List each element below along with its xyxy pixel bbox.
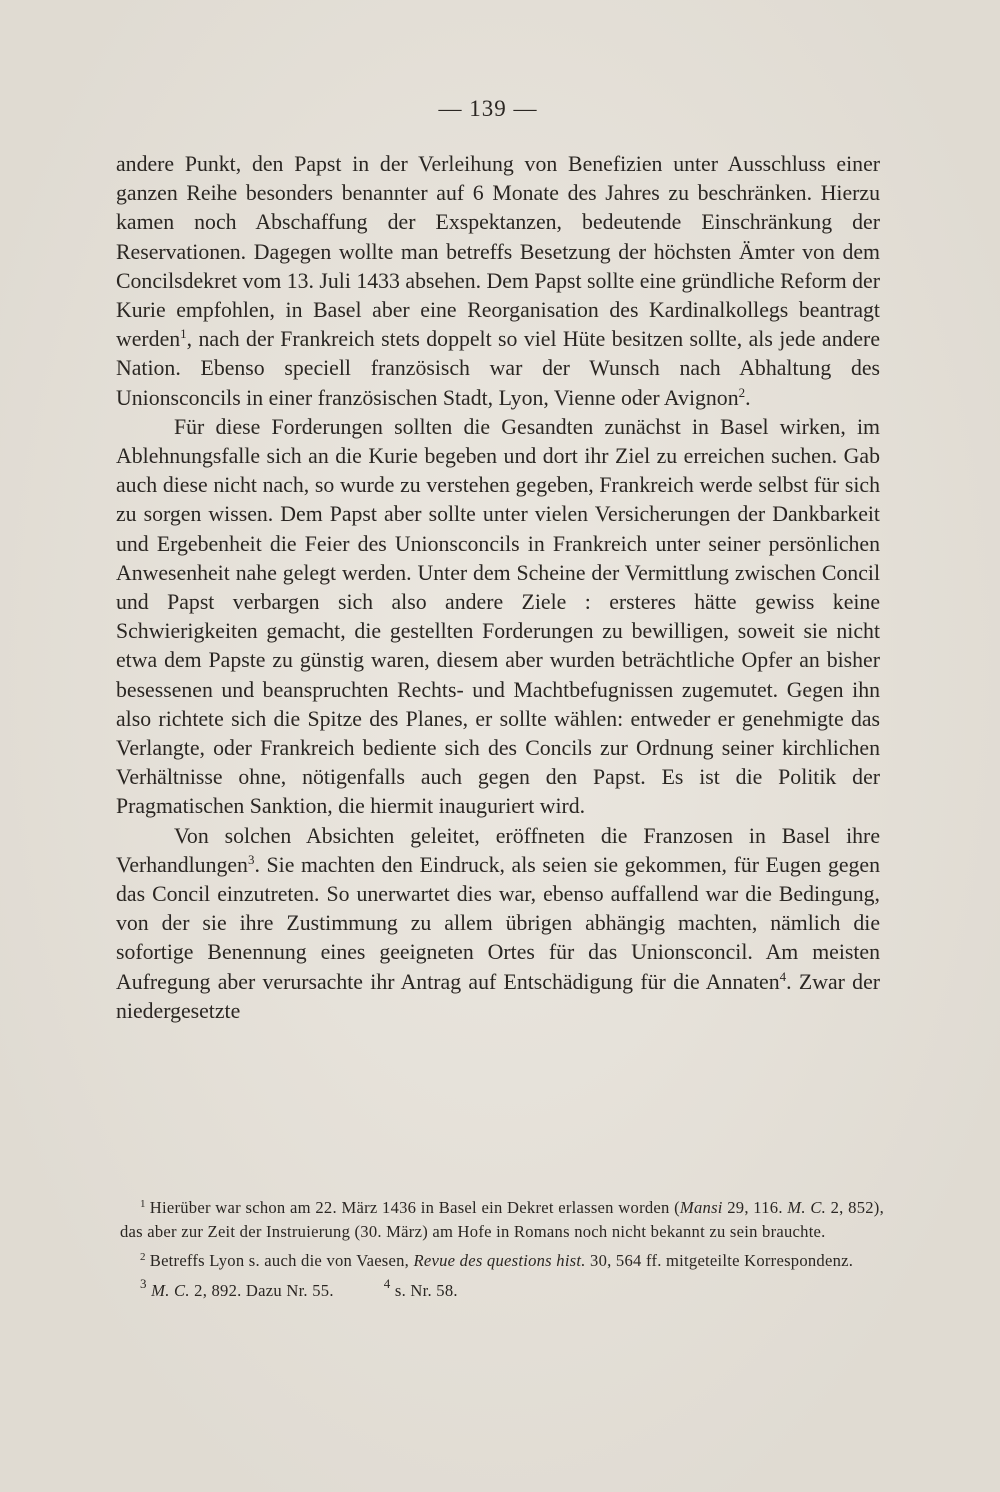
footnote-ref-4[interactable]: 4: [779, 968, 787, 984]
footnote-2: [120, 1249, 884, 1273]
page-number: — 139 —: [438, 96, 538, 121]
footnote-ref-3[interactable]: 3: [247, 851, 255, 867]
footnote-1-text-b: 29, 116.: [722, 1198, 788, 1217]
footnote-2-mark: 2: [140, 1251, 146, 1263]
footnote-1-italic-a: Mansi: [679, 1198, 723, 1217]
footnote-3-mark: 3: [140, 1275, 147, 1291]
paragraph-3-text-c: . Zwar der niedergesetzte: [116, 969, 880, 1023]
footnote-row-3-4: [120, 1275, 884, 1303]
footnote-3: [140, 1275, 334, 1300]
footnote-4: [383, 1275, 458, 1300]
footnote-2-text-b: 30, 564 ff. mitgeteilte Korrespondenz.: [585, 1251, 854, 1270]
footnote-1-mark: 1: [140, 1198, 146, 1210]
paragraph-1-text-b: , nach der Frankreich stets doppelt so viel Hüte besitzen sollte, als jede andere Nation. Ebenso speciell französisch war der Wunsch nach Abhaltung des Unionsconcils in einer französischen Stadt, Lyon, Vienne oder Avignon: [116, 327, 880, 410]
paragraph-1: [116, 150, 880, 413]
footnotes: [120, 1196, 884, 1302]
footnote-ref-1[interactable]: 1: [180, 326, 187, 342]
footnote-2-text-a: Betreffs Lyon s. auch die von Vaesen,: [149, 1251, 414, 1270]
footnote-3-italic-a: M. C.: [151, 1280, 190, 1300]
footnote-ref-2[interactable]: 2: [738, 384, 746, 400]
paragraph-3: [116, 822, 880, 1026]
footnote-4-text-a: s. Nr. 58.: [394, 1280, 458, 1300]
paragraph-2: Für diese Forderungen sollten die Gesandten zunächst in Basel wirken, im Ablehnungsfalle sich an die Kurie begeben und dort ihr Ziel zu erreichen suchen. Gab auch diese nicht nach, so wurde zu verstehen gegeben, Frankreich werde selbst für sich zu sorgen wissen. Dem Papst aber sollte unter vielen Versicherungen der Dankbarkeit und Ergebenheit die Feier des Unionsconcils in Frankreich unter seiner persönlichen Anwesenheit nahe gelegt werden. Unter dem Scheine der Vermittlung zwischen Concil und Papst verbargen sich also andere Ziele : ersteres hätte gewiss keine Schwierigkeiten gemacht, die gestellten Forderungen zu bewilligen, soweit sie nicht etwa dem Papste zu günstig waren, diesem aber wurden beträchtliche Opfer an bisher besessenen und beanspruchten Rechts- und Machtbefugnissen zugemutet. Gegen ihn also richtete sich die Spitze des Planes, er sollte wählen: entweder er genehmigte das Verlangte, oder Frankreich bediente sich des Concils zur Ordnung seiner kirchlichen Verhältnisse ohne, nötigenfalls auch gegen den Papst. Es ist die Politik der Pragmatischen Sanktion, die hiermit inauguriert wird.: [116, 414, 880, 819]
footnote-1: [120, 1196, 884, 1243]
footnote-1-text-c: 2, 852), das aber zur Zeit der Instruierung (30. März) am Hofe in Romans noch nicht bekannt zu sein brauchte.: [120, 1198, 884, 1241]
footnote-4-mark: 4: [383, 1275, 391, 1291]
footnote-2-italic-a: Revue des questions hist.: [413, 1251, 586, 1270]
footnote-1-italic-b: M. C.: [787, 1198, 827, 1217]
footnote-1-text-a: Hierüber war schon am 22. März 1436 in Basel ein Dekret erlassen worden (: [149, 1198, 680, 1217]
paragraph-1-text-c: .: [745, 385, 751, 410]
footnote-3-text-a: 2, 892. Dazu Nr. 55.: [189, 1280, 334, 1300]
paragraph-3-text-a: Von solchen Absichten geleitet, eröffneten die Franzosen in Basel ihre Verhandlungen: [116, 823, 880, 877]
paragraph-1-text-a: andere Punkt, den Papst in der Verleihung von Benefizien unter Ausschluss einer ganzen Reihe besonders benannter auf 6 Monate des Jahres zu beschränken. Hierzu kamen noch Abschaffung der Exspektanzen, bedeutende Einschränkung der Reservationen. Dagegen wollte man betreffs Besetzung der höchsten Ämter von dem Concilsdekret vom 13. Juli 1433 absehen. Dem Papst sollte eine gründliche Reform der Kurie empfohlen, in Basel aber eine Reorganisation des Kardinalkollegs beantragt werden: [116, 152, 880, 352]
paragraph-3-text-b: . Sie machten den Eindruck, als seien sie gekommen, für Eugen gegen das Concil einzutreten. So unerwartet dies war, ebenso auffallend war die Bedingung, von der sie ihre Zustimmung zu allem übrigen abhängig machten, nämlich die sofortige Benennung eines geeigneten Ortes für das Unionsconcil. Am meisten Aufregung aber verursachte ihr Antrag auf Entschädigung für die Annaten: [116, 852, 880, 994]
main-text: [116, 150, 880, 1026]
